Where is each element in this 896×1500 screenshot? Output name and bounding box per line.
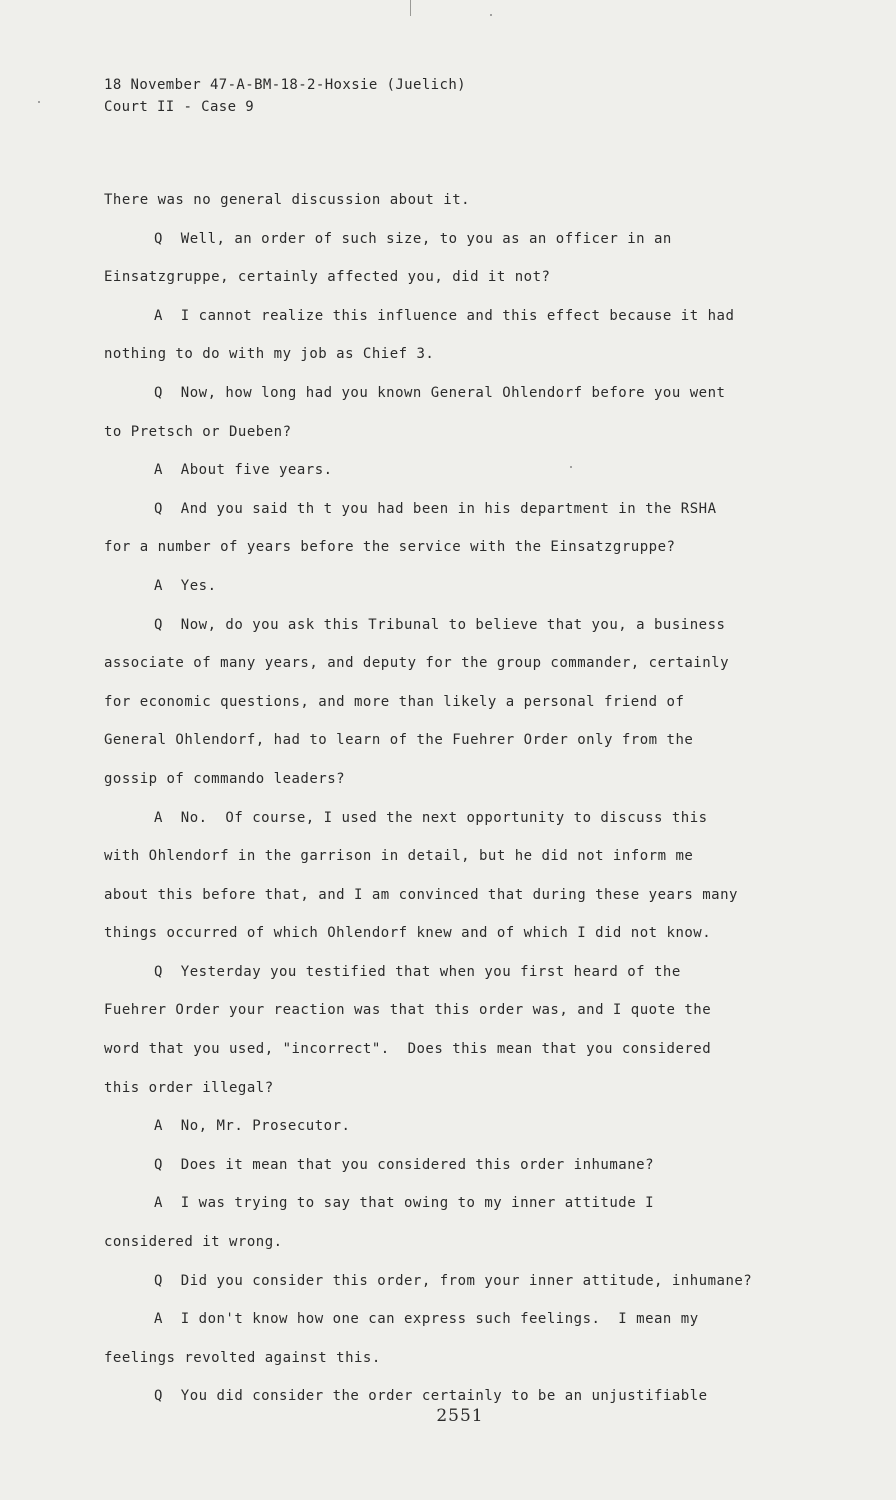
transcript-line: Q You did consider the order certainly to be an unjustifiable xyxy=(154,1388,708,1405)
page-number: 2551 xyxy=(436,1406,484,1426)
transcript-line: Q Yesterday you testified that when you first heard of the xyxy=(154,963,681,980)
transcript-line: A No, Mr. Prosecutor. xyxy=(154,1118,351,1135)
transcript-line: There was no general discussion about it. xyxy=(104,192,471,208)
transcript-line: Q Does it mean that you considered this order inhumane? xyxy=(154,1156,655,1173)
transcript-line: word that you used, "incorrect". Does this mean that you considered xyxy=(104,1041,712,1058)
header-date-reference: 18 November 47-A-BM-18-2-Hoxsie (Juelich) xyxy=(104,77,466,93)
transcript-line: General Ohlendorf, had to learn of the Fuehrer Order only from the xyxy=(104,732,694,749)
transcript-line: for economic questions, and more than likely a personal friend of xyxy=(104,693,685,710)
transcript-line: A Yes. xyxy=(154,577,217,594)
paper-speck xyxy=(490,14,492,16)
transcript-line: A I don't know how one can express such feelings. I mean my xyxy=(154,1311,699,1328)
transcript-line: Q Now, how long had you known General Ohlendorf before you went xyxy=(154,384,726,401)
transcript-line: A I was trying to say that owing to my inner attitude I xyxy=(154,1195,655,1212)
transcript-line: Einsatzgruppe, certainly affected you, did it not? xyxy=(104,269,551,286)
transcript-line: A I cannot realize this influence and this effect because it had xyxy=(154,307,735,324)
transcript-line: associate of many years, and deputy for the group commander, certainly xyxy=(104,655,730,672)
transcript-line: A No. Of course, I used the next opportunity to discuss this xyxy=(154,809,708,826)
transcript-line: nothing to do with my job as Chief 3. xyxy=(104,346,435,363)
transcript-line: things occurred of which Ohlendorf knew and of which I did not know. xyxy=(104,925,712,942)
document-header xyxy=(104,74,466,118)
transcript-line: Q Well, an order of such size, to you as an officer in an xyxy=(154,230,672,247)
transcript-line: Q Did you consider this order, from your inner attitude, inhumane? xyxy=(154,1272,753,1289)
transcript-line: considered it wrong. xyxy=(104,1234,283,1251)
transcript-line: gossip of commando leaders? xyxy=(104,770,346,787)
transcript-line: Fuehrer Order your reaction was that this order was, and I quote the xyxy=(104,1002,712,1019)
fold-mark xyxy=(410,0,411,16)
transcript-line: to Pretsch or Dueben? xyxy=(104,423,292,440)
transcript-line: about this before that, and I am convinced that during these years many xyxy=(104,886,738,903)
transcript-line: A About five years. xyxy=(154,462,333,479)
transcript-line: for a number of years before the service with the Einsatzgruppe? xyxy=(104,539,676,556)
transcript-line: feelings revolted against this. xyxy=(104,1349,381,1366)
paper-speck xyxy=(38,101,40,103)
transcript-line: Q Now, do you ask this Tribunal to believe that you, a business xyxy=(154,616,726,633)
transcript-line: with Ohlendorf in the garrison in detail, but he did not inform me xyxy=(104,848,694,865)
header-court-case: Court II - Case 9 xyxy=(104,99,255,115)
transcript-line: Q And you said th t you had been in his department in the RSHA xyxy=(154,500,717,517)
transcript-line: this order illegal? xyxy=(104,1079,274,1096)
transcript-body xyxy=(104,189,804,1424)
